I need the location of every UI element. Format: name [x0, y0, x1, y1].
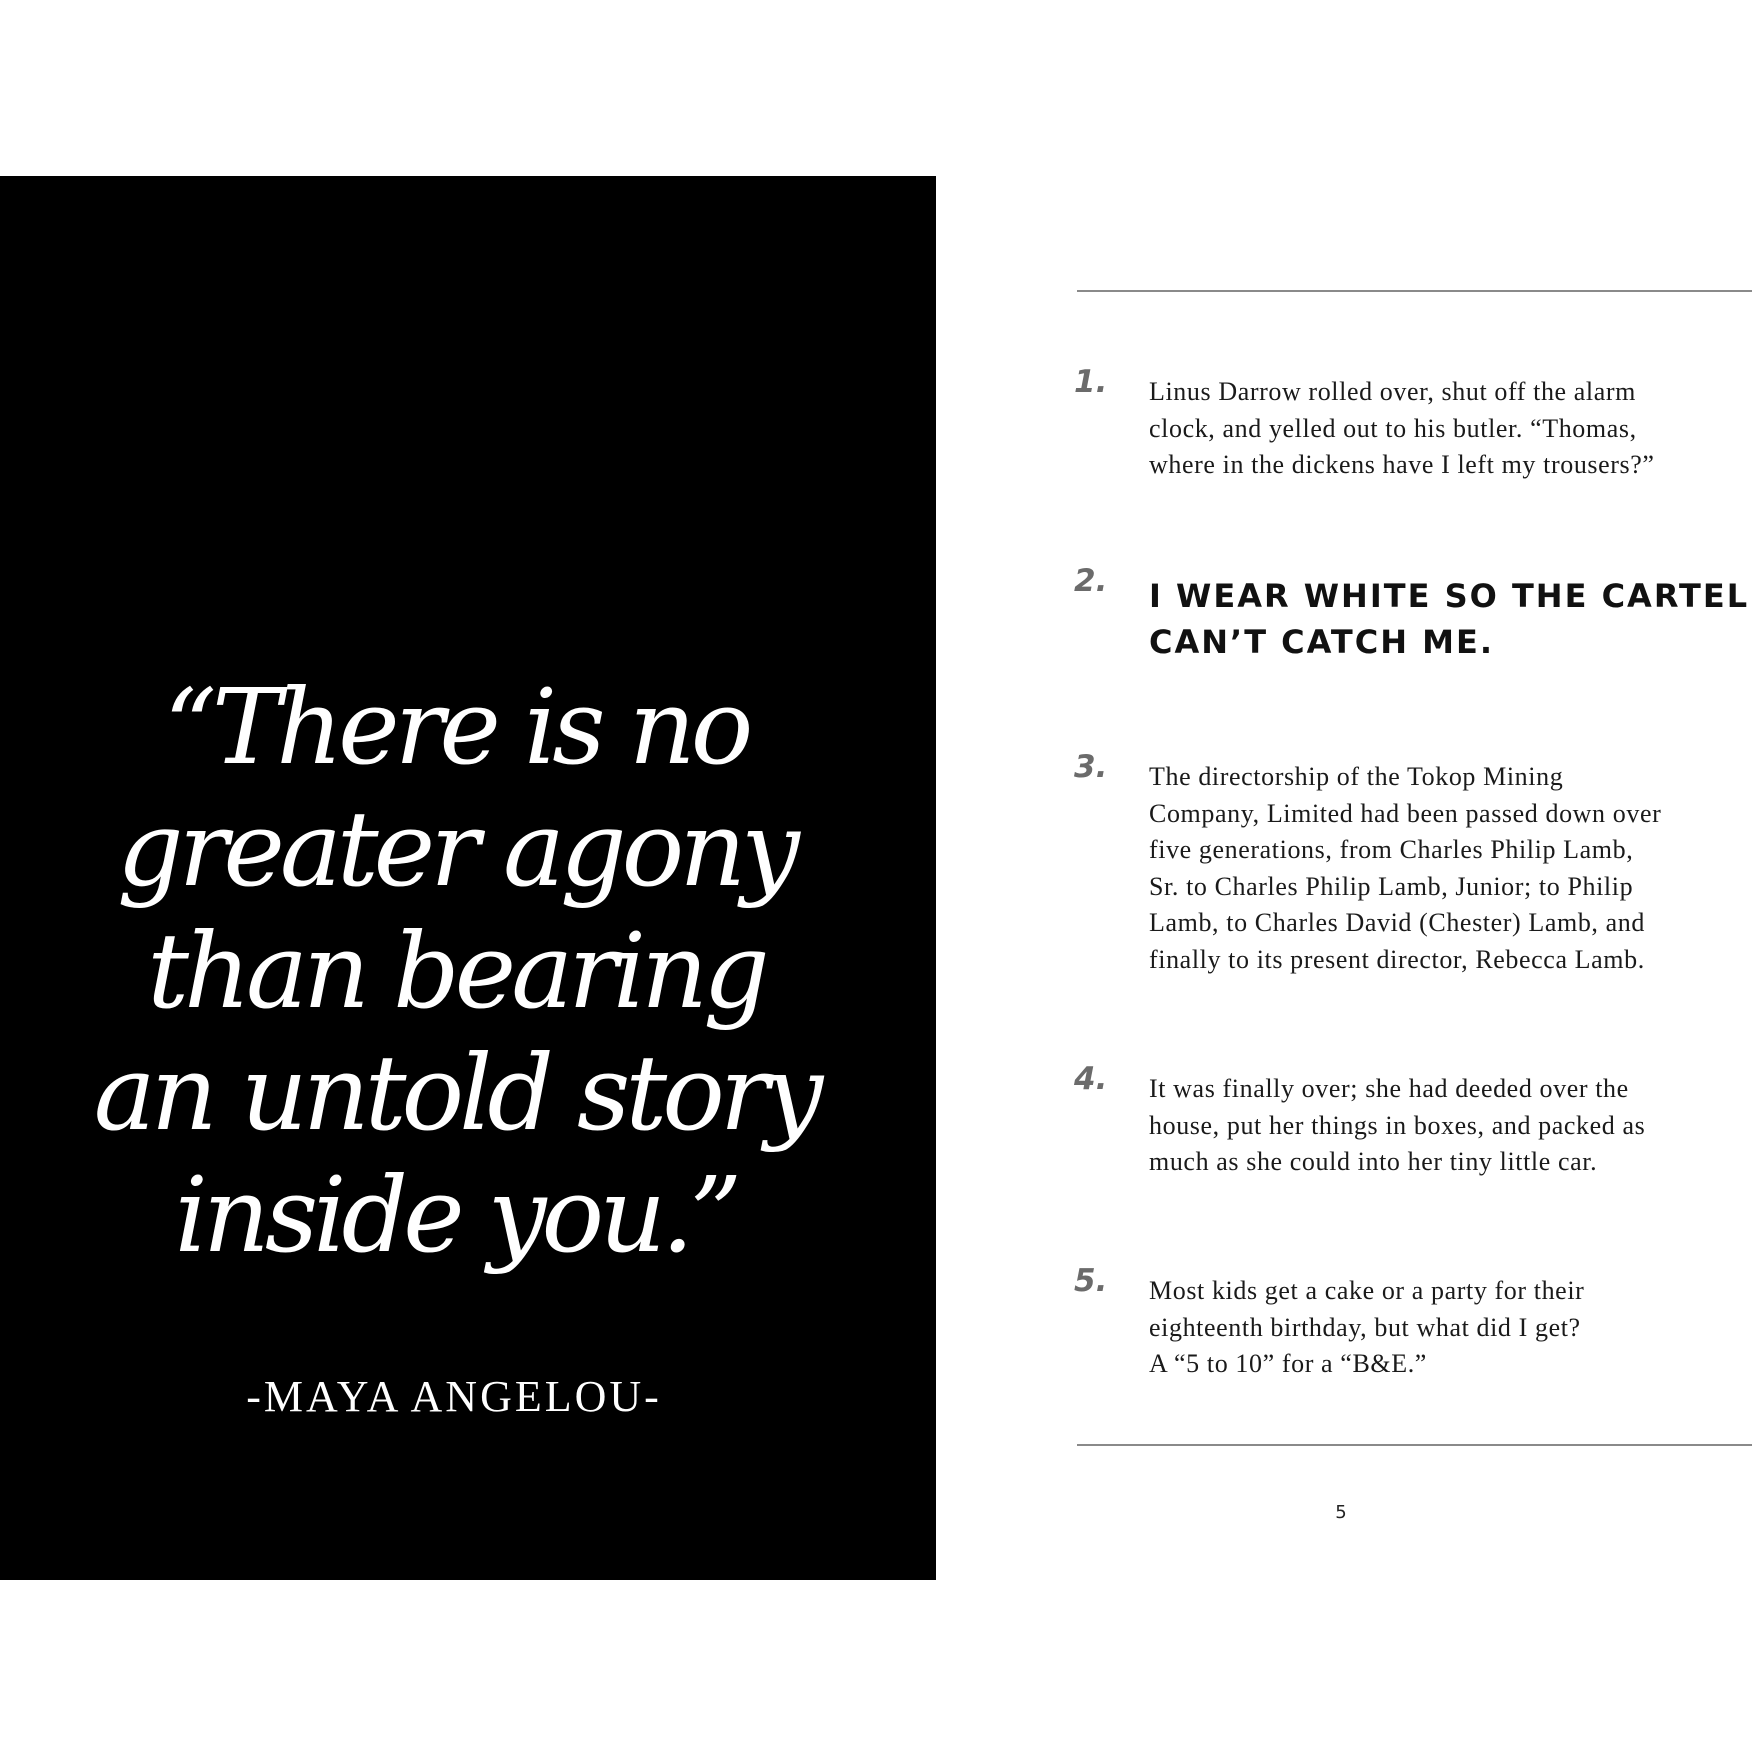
item-line: Most kids get a cake or a party for their	[1149, 1276, 1585, 1305]
item-line: house, put her things in boxes, and packed as	[1149, 1110, 1646, 1140]
item-text	[1149, 1273, 1729, 1383]
item-line: Sr. to Charles Philip Lamb, Junior; to Philip	[1149, 871, 1634, 901]
item-line: CAN’T CATCH ME.	[1149, 623, 1495, 661]
quote-line: an untold story	[93, 1032, 819, 1154]
item-line: Linus Darrow rolled over, shut off the alarm	[1149, 377, 1636, 406]
item-number: 1.	[1074, 364, 1108, 400]
text-page	[936, 176, 1752, 1580]
item-line: much as she could into her tiny little car.	[1149, 1147, 1598, 1176]
item-text	[1149, 1071, 1729, 1181]
item-text	[1149, 374, 1729, 484]
item-text	[1149, 759, 1729, 978]
top-divider	[1077, 290, 1752, 292]
quote-line: greater agony	[117, 788, 795, 910]
quote-attribution: -MAYA ANGELOU-	[246, 1372, 662, 1421]
item-line: It was finally over; she had deeded over the	[1149, 1074, 1629, 1103]
page-number: 5	[1335, 1502, 1347, 1523]
item-number: 3.	[1074, 749, 1108, 785]
item-line: A “5 to 10” for a “B&E.”	[1149, 1349, 1427, 1378]
quote-line: than bearing	[147, 910, 765, 1032]
item-text	[1149, 573, 1750, 665]
item-line: Company, Limited had been passed down over	[1149, 798, 1662, 828]
quote-line: “There is no	[163, 666, 749, 788]
item-line: Lamb, to Charles David (Chester) Lamb, and	[1149, 908, 1645, 937]
quote-page	[0, 176, 936, 1580]
item-line: The directorship of the Tokop Mining	[1149, 762, 1564, 791]
item-line: finally to its present director, Rebecca Lamb.	[1149, 944, 1645, 974]
item-line: eighteenth birthday, but what did I get?	[1149, 1312, 1581, 1342]
item-line: clock, and yelled out to his butler. “Thomas,	[1149, 413, 1637, 443]
item-line: where in the dickens have I left my trousers?”	[1149, 450, 1655, 479]
quote-text	[0, 666, 912, 1276]
quote-line: inside you.”	[174, 1154, 738, 1276]
item-number: 5.	[1074, 1263, 1108, 1299]
item-number: 2.	[1074, 563, 1108, 599]
item-number: 4.	[1074, 1061, 1108, 1097]
item-line: five generations, from Charles Philip Lamb,	[1149, 835, 1634, 864]
bottom-divider	[1077, 1444, 1752, 1446]
item-line: I WEAR WHITE SO THE CARTEL	[1149, 577, 1750, 615]
